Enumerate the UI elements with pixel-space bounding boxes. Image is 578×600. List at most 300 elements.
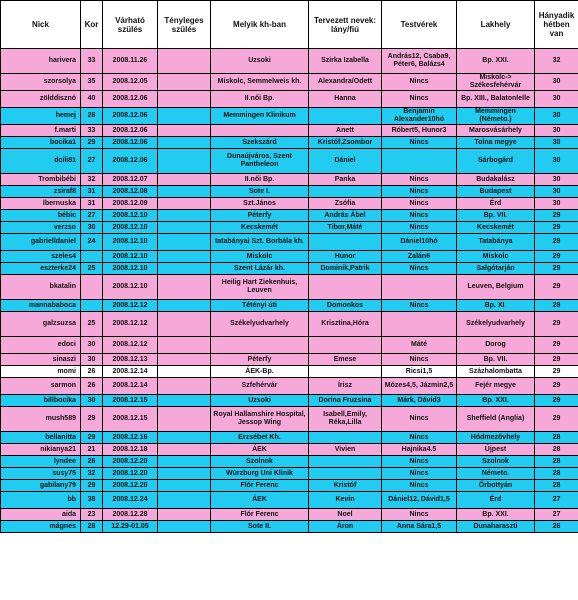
cell-korhaz: Würzburg Uni Klinik bbox=[211, 468, 309, 480]
cell-varhato-szules: 2008.12.10 bbox=[103, 275, 158, 300]
cell-lakhely: Marosvásárhely bbox=[457, 125, 535, 137]
cell-het: 29 bbox=[535, 251, 578, 263]
cell-tervezett-nevek: Kristóf,Zsombor bbox=[309, 137, 382, 149]
cell-varhato-szules: 2008.12.10 bbox=[103, 234, 158, 251]
cell-het: 27 bbox=[535, 492, 578, 509]
cell-tervezett-nevek: Krisztina,Hóra bbox=[309, 312, 382, 337]
cell-tervezett-nevek: Vivien bbox=[309, 444, 382, 456]
cell-nick: szorsolya bbox=[1, 74, 81, 91]
cell-kor: 29 bbox=[81, 480, 103, 492]
cell-tenyleges-szules bbox=[158, 354, 211, 366]
cell-testverek: Nincs bbox=[382, 174, 457, 186]
cell-korhaz: Royal Hallamshire Hospital, Jessop Wing bbox=[211, 407, 309, 432]
cell-nick: zölddisznó bbox=[1, 91, 81, 108]
cell-varhato-szules: 2008.12.15 bbox=[103, 395, 158, 407]
cell-tervezett-nevek bbox=[309, 468, 382, 480]
table-row bbox=[1, 108, 578, 125]
cell-het: 29 bbox=[535, 312, 578, 337]
cell-nick: zsiraf8 bbox=[1, 186, 81, 198]
cell-het: 29 bbox=[535, 275, 578, 300]
cell-korhaz: Sote II. bbox=[211, 521, 309, 533]
cell-tenyleges-szules bbox=[158, 407, 211, 432]
cell-varhato-szules: 2008.12.20 bbox=[103, 468, 158, 480]
cell-testverek: Nincs bbox=[382, 480, 457, 492]
cell-kor: 28 bbox=[81, 521, 103, 533]
cell-het: 30 bbox=[535, 91, 578, 108]
cell-het: 30 bbox=[535, 186, 578, 198]
cell-tervezett-nevek bbox=[309, 337, 382, 354]
cell-kor: 32 bbox=[81, 468, 103, 480]
table-row bbox=[1, 74, 578, 91]
cell-het: 29 bbox=[535, 210, 578, 222]
cell-varhato-szules: 2008.11.26 bbox=[103, 49, 158, 74]
cell-testverek: Nincs bbox=[382, 137, 457, 149]
cell-testverek: Nincs bbox=[382, 210, 457, 222]
cell-nick: eszterke24 bbox=[1, 263, 81, 275]
cell-kor: 25 bbox=[81, 312, 103, 337]
cell-tervezett-nevek bbox=[309, 186, 382, 198]
table-row bbox=[1, 312, 578, 337]
cell-nick: nikianya21 bbox=[1, 444, 81, 456]
cell-kor: 24 bbox=[81, 234, 103, 251]
cell-lakhely: Érd bbox=[457, 198, 535, 210]
cell-tervezett-nevek: Dominik,Patrik bbox=[309, 263, 382, 275]
cell-varhato-szules: 2008.12.10 bbox=[103, 251, 158, 263]
cell-tenyleges-szules bbox=[158, 234, 211, 251]
cell-testverek: Anna Sára1,5 bbox=[382, 521, 457, 533]
cell-nick: harivera bbox=[1, 49, 81, 74]
cell-kor: 33 bbox=[81, 125, 103, 137]
cell-korhaz: Péterfy bbox=[211, 354, 309, 366]
cell-tervezett-nevek: András Ábel bbox=[309, 210, 382, 222]
table-row bbox=[1, 251, 578, 263]
cell-testverek: Nincs bbox=[382, 222, 457, 234]
cell-lakhely: Bp. XI. bbox=[457, 300, 535, 312]
cell-korhaz: Péterfy bbox=[211, 210, 309, 222]
cell-kor: 31 bbox=[81, 186, 103, 198]
cell-tenyleges-szules bbox=[158, 49, 211, 74]
cell-tenyleges-szules bbox=[158, 137, 211, 149]
cell-nick: bébic bbox=[1, 210, 81, 222]
cell-tervezett-nevek: Kristóf bbox=[309, 480, 382, 492]
cell-korhaz: Dunaújváros, Szent Pantheleon bbox=[211, 149, 309, 174]
cell-het: 29 bbox=[535, 263, 578, 275]
cell-lakhely: Bp. VII. bbox=[457, 210, 535, 222]
cell-korhaz: Szt.János bbox=[211, 198, 309, 210]
cell-kor: 35 bbox=[81, 74, 103, 91]
cell-het: 29 bbox=[535, 337, 578, 354]
cell-tenyleges-szules bbox=[158, 337, 211, 354]
cell-korhaz: II.női Bp. bbox=[211, 174, 309, 186]
cell-korhaz: Tétényi úti bbox=[211, 300, 309, 312]
table-row bbox=[1, 456, 578, 468]
cell-testverek: Nincs bbox=[382, 456, 457, 468]
cell-korhaz: Szent Lázár kh. bbox=[211, 263, 309, 275]
cell-kor: 21 bbox=[81, 444, 103, 456]
cell-testverek: Nincs bbox=[382, 468, 457, 480]
cell-testverek: Nincs bbox=[382, 74, 457, 91]
cell-testverek: Nincs bbox=[382, 263, 457, 275]
cell-varhato-szules: 2008.12.12 bbox=[103, 312, 158, 337]
cell-varhato-szules: 2008.12.06 bbox=[103, 108, 158, 125]
cell-tenyleges-szules bbox=[158, 149, 211, 174]
cell-kor bbox=[81, 275, 103, 300]
cell-tervezett-nevek bbox=[309, 432, 382, 444]
cell-korhaz: Memmingen Klinikum bbox=[211, 108, 309, 125]
cell-lakhely: Tolna megye bbox=[457, 137, 535, 149]
cell-kor: 26 bbox=[81, 378, 103, 395]
cell-tervezett-nevek bbox=[309, 456, 382, 468]
cell-korhaz: ÁEK bbox=[211, 492, 309, 509]
cell-lakhely: Kecskemét bbox=[457, 222, 535, 234]
cell-lakhely: Újpest bbox=[457, 444, 535, 456]
cell-korhaz: Kecskemét bbox=[211, 222, 309, 234]
cell-tenyleges-szules bbox=[158, 251, 211, 263]
cell-tervezett-nevek: Írisz bbox=[309, 378, 382, 395]
cell-varhato-szules: 2008.12.15 bbox=[103, 407, 158, 432]
cell-lakhely: Szolnok bbox=[457, 456, 535, 468]
table-row bbox=[1, 174, 578, 186]
table-row bbox=[1, 480, 578, 492]
cell-varhato-szules: 2008.12.28 bbox=[103, 509, 158, 521]
table-row bbox=[1, 509, 578, 521]
cell-tervezett-nevek: Kevin bbox=[309, 492, 382, 509]
cell-kor: 26 bbox=[81, 108, 103, 125]
cell-korhaz: Miskolc, Semmelweis kh. bbox=[211, 74, 309, 91]
table-row bbox=[1, 49, 578, 74]
table-row bbox=[1, 149, 578, 174]
cell-lakhely: Németo. bbox=[457, 468, 535, 480]
cell-het: 30 bbox=[535, 74, 578, 91]
cell-varhato-szules: 2008.12.12 bbox=[103, 337, 158, 354]
cell-kor: 26 bbox=[81, 366, 103, 378]
cell-varhato-szules: 2008.12.07 bbox=[103, 174, 158, 186]
table-row bbox=[1, 300, 578, 312]
cell-lakhely: Hódmezővhely bbox=[457, 432, 535, 444]
cell-tervezett-nevek: Áron bbox=[309, 521, 382, 533]
cell-tervezett-nevek: Hunor bbox=[309, 251, 382, 263]
cell-korhaz: ÁEK bbox=[211, 444, 309, 456]
header-tenyleges-szules: Tényleges szülés bbox=[158, 1, 211, 49]
cell-het: 30 bbox=[535, 137, 578, 149]
cell-korhaz: Székelyudvarhely bbox=[211, 312, 309, 337]
cell-kor: 33 bbox=[81, 49, 103, 74]
cell-het: 29 bbox=[535, 407, 578, 432]
cell-kor: 30 bbox=[81, 354, 103, 366]
cell-testverek: András12, Csaba9, Péter6, Balázs4 bbox=[382, 49, 457, 74]
cell-tenyleges-szules bbox=[158, 275, 211, 300]
table-row bbox=[1, 186, 578, 198]
cell-lakhely: Budapest bbox=[457, 186, 535, 198]
cell-tervezett-nevek: Dániel bbox=[309, 149, 382, 174]
cell-korhaz bbox=[211, 125, 309, 137]
cell-tervezett-nevek: Dorina Fruzsina bbox=[309, 395, 382, 407]
cell-het: 28 bbox=[535, 432, 578, 444]
cell-testverek: Nincs bbox=[382, 300, 457, 312]
header-row bbox=[1, 1, 578, 49]
cell-tervezett-nevek: Noel bbox=[309, 509, 382, 521]
cell-varhato-szules: 2008.12.09 bbox=[103, 198, 158, 210]
table-row bbox=[1, 366, 578, 378]
cell-kor: 23 bbox=[81, 509, 103, 521]
cell-nick: aida bbox=[1, 509, 81, 521]
cell-kor: 30 bbox=[81, 337, 103, 354]
cell-testverek: Nincs bbox=[382, 407, 457, 432]
cell-varhato-szules: 2008.12.10 bbox=[103, 222, 158, 234]
table-row bbox=[1, 275, 578, 300]
table-row bbox=[1, 198, 578, 210]
table-row bbox=[1, 337, 578, 354]
cell-varhato-szules: 2008.12.10 bbox=[103, 263, 158, 275]
cell-kor: 29 bbox=[81, 407, 103, 432]
cell-varhato-szules: 2008.12.06 bbox=[103, 125, 158, 137]
cell-het: 29 bbox=[535, 300, 578, 312]
cell-tenyleges-szules bbox=[158, 395, 211, 407]
cell-tenyleges-szules bbox=[158, 125, 211, 137]
cell-het: 29 bbox=[535, 354, 578, 366]
cell-nick: galzsuzsa bbox=[1, 312, 81, 337]
cell-varhato-szules: 2008.12.12 bbox=[103, 300, 158, 312]
cell-korhaz: Szekszárd bbox=[211, 137, 309, 149]
cell-korhaz: Szfehérvár bbox=[211, 378, 309, 395]
cell-testverek: Márk, Dávid3 bbox=[382, 395, 457, 407]
cell-tenyleges-szules bbox=[158, 222, 211, 234]
cell-tenyleges-szules bbox=[158, 108, 211, 125]
cell-het: 30 bbox=[535, 108, 578, 125]
cell-het: 28 bbox=[535, 468, 578, 480]
cell-tenyleges-szules bbox=[158, 91, 211, 108]
cell-testverek bbox=[382, 149, 457, 174]
cell-tervezett-nevek bbox=[309, 108, 382, 125]
table-row bbox=[1, 407, 578, 432]
cell-tervezett-nevek: Domonkos bbox=[309, 300, 382, 312]
header-het: Hányadik hétben van bbox=[535, 1, 578, 49]
cell-tenyleges-szules bbox=[158, 74, 211, 91]
cell-testverek: Dániel10hó bbox=[382, 234, 457, 251]
cell-kor: 38 bbox=[81, 492, 103, 509]
cell-testverek: Nincs bbox=[382, 354, 457, 366]
cell-lakhely: Fejér megye bbox=[457, 378, 535, 395]
cell-varhato-szules: 2008.12.20 bbox=[103, 456, 158, 468]
cell-kor: 32 bbox=[81, 174, 103, 186]
table-row bbox=[1, 91, 578, 108]
cell-lakhely: Miskolc bbox=[457, 251, 535, 263]
header-testverek: Testvérek bbox=[382, 1, 457, 49]
table-row bbox=[1, 444, 578, 456]
cell-varhato-szules: 2008.12.06 bbox=[103, 137, 158, 149]
cell-nick: billbocika bbox=[1, 395, 81, 407]
cell-korhaz: Szolnok bbox=[211, 456, 309, 468]
cell-tenyleges-szules bbox=[158, 468, 211, 480]
cell-het: 30 bbox=[535, 174, 578, 186]
cell-varhato-szules: 2008.12.13 bbox=[103, 354, 158, 366]
table-row bbox=[1, 468, 578, 480]
cell-tervezett-nevek: Emese bbox=[309, 354, 382, 366]
header-lakhely: Lakhely bbox=[457, 1, 535, 49]
cell-nick: hemej bbox=[1, 108, 81, 125]
cell-tervezett-nevek: Hanna bbox=[309, 91, 382, 108]
header-nick: Nick bbox=[1, 1, 81, 49]
cell-het: 28 bbox=[535, 456, 578, 468]
cell-lakhely: Budakalász bbox=[457, 174, 535, 186]
cell-tenyleges-szules bbox=[158, 312, 211, 337]
cell-korhaz: II.női Bp. bbox=[211, 91, 309, 108]
cell-varhato-szules: 2008.12.08 bbox=[103, 186, 158, 198]
cell-testverek: Ricsi1,5 bbox=[382, 366, 457, 378]
cell-lakhely: Dunaharaszti bbox=[457, 521, 535, 533]
cell-varhato-szules: 2008.12.14 bbox=[103, 366, 158, 378]
cell-nick: mágnes bbox=[1, 521, 81, 533]
cell-lakhely: Dorog bbox=[457, 337, 535, 354]
cell-lakhely: Bp. XXI. bbox=[457, 49, 535, 74]
cell-testverek: Nincs bbox=[382, 186, 457, 198]
cell-korhaz: Uzsoki bbox=[211, 49, 309, 74]
table-row bbox=[1, 125, 578, 137]
cell-tenyleges-szules bbox=[158, 521, 211, 533]
cell-lakhely: Salgótarján bbox=[457, 263, 535, 275]
cell-korhaz bbox=[211, 337, 309, 354]
cell-nick: gabrielldaniel bbox=[1, 234, 81, 251]
header-kor: Kor bbox=[81, 1, 103, 49]
cell-varhato-szules: 2008.12.05 bbox=[103, 74, 158, 91]
cell-tenyleges-szules bbox=[158, 509, 211, 521]
cell-nick: bellanitta bbox=[1, 432, 81, 444]
cell-varhato-szules: 12.29-01.05 bbox=[103, 521, 158, 533]
cell-kor: 25 bbox=[81, 263, 103, 275]
cell-lakhely: Tatabánya bbox=[457, 234, 535, 251]
cell-testverek bbox=[382, 275, 457, 300]
cell-korhaz: Miskolc bbox=[211, 251, 309, 263]
cell-het: 32 bbox=[535, 49, 578, 74]
cell-kor: 31 bbox=[81, 198, 103, 210]
cell-nick: lyndee bbox=[1, 456, 81, 468]
table-row bbox=[1, 222, 578, 234]
cell-het: 28 bbox=[535, 444, 578, 456]
cell-kor: 27 bbox=[81, 210, 103, 222]
cell-varhato-szules: 2008.12.06 bbox=[103, 91, 158, 108]
cell-tenyleges-szules bbox=[158, 492, 211, 509]
cell-tenyleges-szules bbox=[158, 432, 211, 444]
cell-tervezett-nevek: Szirka Izabella bbox=[309, 49, 382, 74]
cell-korhaz: Flór Ferenc bbox=[211, 509, 309, 521]
cell-het: 27 bbox=[535, 509, 578, 521]
header-korhaz: Melyik kh-ban bbox=[211, 1, 309, 49]
header-varhato-szules: Várható szülés bbox=[103, 1, 158, 49]
cell-varhato-szules: 2008.12.10 bbox=[103, 210, 158, 222]
cell-tenyleges-szules bbox=[158, 198, 211, 210]
cell-varhato-szules: 2008.12.24 bbox=[103, 492, 158, 509]
header-tervezett-nevek: Tervezett nevek: lány/fiú bbox=[309, 1, 382, 49]
cell-het: 29 bbox=[535, 222, 578, 234]
cell-tervezett-nevek bbox=[309, 366, 382, 378]
cell-het: 28 bbox=[535, 480, 578, 492]
cell-kor bbox=[81, 300, 103, 312]
cell-nick: dcili81 bbox=[1, 149, 81, 174]
cell-lakhely: Bp. XXI. bbox=[457, 509, 535, 521]
cell-testverek: Nincs bbox=[382, 432, 457, 444]
cell-het: 30 bbox=[535, 125, 578, 137]
cell-nick: bocika1 bbox=[1, 137, 81, 149]
cell-testverek: Nincs bbox=[382, 91, 457, 108]
cell-lakhely: Sheffield (Anglia) bbox=[457, 407, 535, 432]
cell-nick: bkatalin bbox=[1, 275, 81, 300]
cell-tervezett-nevek: Zsófia bbox=[309, 198, 382, 210]
cell-testverek: Zalán6 bbox=[382, 251, 457, 263]
cell-varhato-szules: 2008.12.14 bbox=[103, 378, 158, 395]
cell-tenyleges-szules bbox=[158, 444, 211, 456]
cell-testverek: Hajnika4.5 bbox=[382, 444, 457, 456]
cell-het: 26 bbox=[535, 521, 578, 533]
cell-testverek: Dániel12, Dávid1,5 bbox=[382, 492, 457, 509]
cell-lakhely: Miskolc-> Székesfehérvár bbox=[457, 74, 535, 91]
cell-nick: f.marti bbox=[1, 125, 81, 137]
cell-tenyleges-szules bbox=[158, 186, 211, 198]
cell-tervezett-nevek: Tibor,Máté bbox=[309, 222, 382, 234]
cell-nick: verzso bbox=[1, 222, 81, 234]
cell-nick: momi bbox=[1, 366, 81, 378]
cell-varhato-szules: 2008.12.20 bbox=[103, 480, 158, 492]
cell-lakhely: Bp. XXI. bbox=[457, 395, 535, 407]
table-row bbox=[1, 492, 578, 509]
cell-het: 30 bbox=[535, 198, 578, 210]
table-row bbox=[1, 378, 578, 395]
cell-kor: 27 bbox=[81, 149, 103, 174]
cell-testverek: Róbert5, Hunor3 bbox=[382, 125, 457, 137]
cell-kor: 30 bbox=[81, 395, 103, 407]
cell-nick: lbernuska bbox=[1, 198, 81, 210]
cell-lakhely: Őrbottyán bbox=[457, 480, 535, 492]
cell-tervezett-nevek: Anett bbox=[309, 125, 382, 137]
cell-nick: sarmon bbox=[1, 378, 81, 395]
cell-nick: susy75 bbox=[1, 468, 81, 480]
table-body bbox=[1, 49, 578, 533]
cell-nick: szeles4 bbox=[1, 251, 81, 263]
table-row bbox=[1, 521, 578, 533]
cell-kor: 29 bbox=[81, 432, 103, 444]
cell-varhato-szules: 2008.12.06 bbox=[103, 149, 158, 174]
cell-korhaz: Flór Ferenc bbox=[211, 480, 309, 492]
cell-tenyleges-szules bbox=[158, 366, 211, 378]
cell-korhaz: ÁEK-Bp. bbox=[211, 366, 309, 378]
cell-testverek: Máté bbox=[382, 337, 457, 354]
cell-korhaz: Uzsoki bbox=[211, 395, 309, 407]
cell-kor bbox=[81, 251, 103, 263]
cell-tenyleges-szules bbox=[158, 480, 211, 492]
cell-tenyleges-szules bbox=[158, 210, 211, 222]
cell-tenyleges-szules bbox=[158, 174, 211, 186]
cell-lakhely: Bp. XIII., Balatonlelle bbox=[457, 91, 535, 108]
cell-lakhely: Székelyudvarhely bbox=[457, 312, 535, 337]
cell-varhato-szules: 2008.12.18 bbox=[103, 444, 158, 456]
cell-tervezett-nevek: Alexandra/Odett bbox=[309, 74, 382, 91]
cell-kor: 40 bbox=[81, 91, 103, 108]
cell-tervezett-nevek bbox=[309, 234, 382, 251]
cell-nick: bb bbox=[1, 492, 81, 509]
cell-testverek: Nincs bbox=[382, 198, 457, 210]
cell-korhaz: Erzsébet Kh. bbox=[211, 432, 309, 444]
table-row bbox=[1, 234, 578, 251]
table-row bbox=[1, 137, 578, 149]
cell-het: 29 bbox=[535, 395, 578, 407]
cell-het: 29 bbox=[535, 378, 578, 395]
cell-tenyleges-szules bbox=[158, 300, 211, 312]
cell-kor: 26 bbox=[81, 456, 103, 468]
cell-tervezett-nevek: Panka bbox=[309, 174, 382, 186]
cell-korhaz: Sote I. bbox=[211, 186, 309, 198]
cell-lakhely: Bp. VII. bbox=[457, 354, 535, 366]
table-row bbox=[1, 210, 578, 222]
cell-kor: 29 bbox=[81, 137, 103, 149]
